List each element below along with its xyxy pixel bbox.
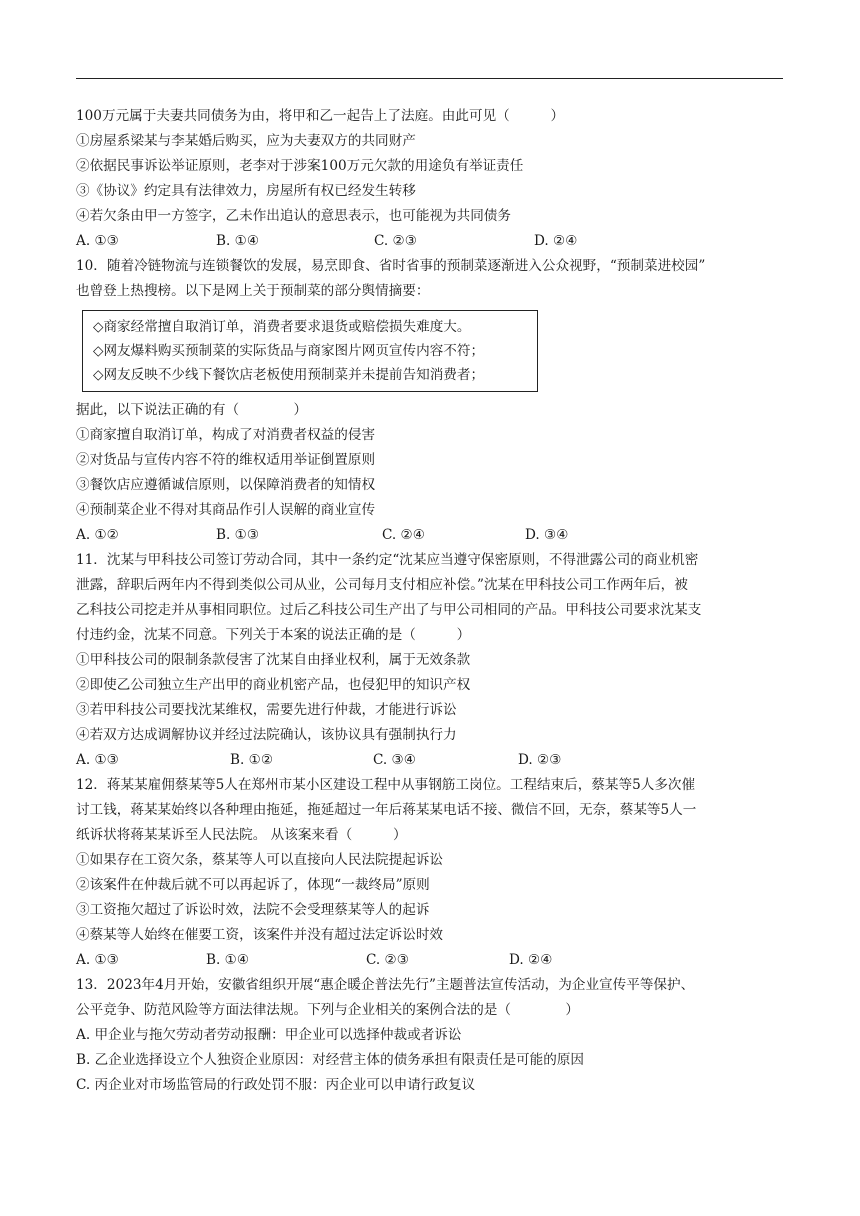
question-10-statement-4: ④预制菜企业不得对其商品作引人误解的商业宣传	[76, 502, 376, 518]
question-9-statement-4: ④若欠条由甲一方签字，乙未作出追认的意思表示，也可能视为共同债务	[76, 208, 511, 224]
question-12-stem-line: 纸诉状将蒋某某诉至人民法院。 从该案来看（ ）	[76, 827, 407, 843]
question-12-statement-4: ④蔡某等人始终在催要工资，该案件并没有超过法定诉讼时效	[76, 927, 444, 943]
question-11-stem-line: 泄露，辞职后两年内不得到类似公司从业，公司每月支付相应补偿。”沈某在甲科技公司工作两年后，被	[76, 577, 688, 593]
question-11-statement-2: ②即使乙公司独立生产出甲的商业机密产品，也侵犯甲的知识产权	[76, 677, 471, 693]
question-10	[76, 254, 788, 548]
question-11-stem-line: 乙科技公司挖走并从事相同职位。过后乙科技公司生产出了与甲公司相同的产品。甲科技公司要求沈某支	[76, 602, 702, 618]
question-9-statement-2: ②依据民事诉讼举证原则，老李对于涉案100万元欠款的用途负有举证责任	[76, 158, 524, 174]
option-a: A. ①③	[76, 752, 119, 768]
exam-page	[76, 104, 788, 1098]
question-11-statement-1: ①甲科技公司的限制条款侵害了沈某自由择业权利，属于无效条款	[76, 652, 471, 668]
question-12-options	[76, 948, 788, 973]
option-c: C. ③④	[373, 752, 416, 768]
question-12-stem-line: 12．蒋某某雇佣蔡某等5人在郑州市某小区建设工程中从事钢筋工岗位。工程结束后，蔡某等5人多次催	[76, 777, 696, 793]
question-10-prompt: 据此，以下说法正确的有（ ）	[76, 402, 308, 418]
question-11-statement-4: ④若双方达成调解协议并经过法院确认，该协议具有强制执行力	[76, 727, 457, 743]
question-12-statement-2: ②该案件在仲裁后就不可以再起诉了，体现“一裁终局”原则	[76, 877, 430, 893]
option-c: C. ②③	[366, 952, 409, 968]
question-9-statement-3: ③《协议》约定具有法律效力，房屋所有权已经发生转移	[76, 183, 416, 199]
option-a: A. ①③	[76, 233, 119, 249]
public-opinion-box	[82, 310, 538, 392]
option-c: C. ②④	[382, 527, 425, 543]
question-12-statement-3: ③工资拖欠超过了诉讼时效，法院不会受理蔡某等人的起诉	[76, 902, 430, 918]
question-11	[76, 548, 788, 773]
opinion-item: ◇网友爆料购买预制菜的实际货品与商家图片网页宣传内容不符；	[93, 343, 485, 359]
question-11-stem-line: 付违约金，沈某不同意。下列关于本案的说法正确的是（ ）	[76, 627, 471, 643]
question-13-option-a: A. 甲企业与拖欠劳动者劳动报酬：甲企业可以选择仲裁或者诉讼	[76, 1027, 462, 1043]
option-b: B. ①④	[216, 233, 260, 249]
question-12-stem-line: 讨工钱，蒋某某始终以各种理由拖延，拖延超过一年后蒋某某电话不接、微信不回，无奈，蔡某等5人一	[76, 802, 697, 818]
question-13-stem-line: 13．2023年4月开始，安徽省组织开展“惠企暖企普法先行”主题普法宣传活动，为企业宣传平等保护、	[76, 977, 695, 993]
option-a: A. ①②	[76, 527, 119, 543]
option-d: D. ③④	[525, 527, 569, 543]
question-12-statement-1: ①如果存在工资欠条，蔡某等人可以直接向人民法院提起诉讼	[76, 852, 444, 868]
question-11-statement-3: ③若甲科技公司要找沈某维权，需要先进行仲裁，才能进行诉讼	[76, 702, 457, 718]
question-10-stem-line-1: 10．随着冷链物流与连锁餐饮的发展，易烹即食、省时省事的预制菜逐渐进入公众视野，“预制菜进校园”	[76, 258, 706, 274]
option-d: D. ②③	[518, 752, 562, 768]
question-12	[76, 773, 788, 973]
question-10-statement-1: ①商家擅自取消订单，构成了对消费者权益的侵害	[76, 427, 376, 443]
question-13-option-b: B. 乙企业选择设立个人独资企业原因：对经营主体的债务承担有限责任是可能的原因	[76, 1052, 585, 1068]
question-13	[76, 973, 788, 1098]
question-13-stem-line: 公平竞争、防范风险等方面法律法规。下列与企业相关的案例合法的是（ ）	[76, 1002, 579, 1018]
header-rule	[76, 78, 783, 79]
question-9-statement-1: ①房屋系梁某与李某婚后购买，应为夫妻双方的共同财产	[76, 133, 416, 149]
question-10-options	[76, 523, 788, 548]
question-11-stem-line: 11．沈某与甲科技公司签订劳动合同，其中一条约定“沈某应当遵守保密原则，不得泄露公司的商业机密	[76, 552, 699, 568]
question-9-stem-tail: 100万元属于夫妻共同债务为由，将甲和乙一起告上了法庭。由此可见（ ）	[76, 108, 565, 124]
option-c: C. ②③	[374, 233, 417, 249]
question-9-options	[76, 229, 788, 254]
question-11-options	[76, 748, 788, 773]
option-a: A. ①③	[76, 952, 119, 968]
option-b: B. ①④	[206, 952, 250, 968]
question-10-statement-2: ②对货品与宣传内容不符的维权适用举证倒置原则	[76, 452, 376, 468]
option-d: D. ②④	[534, 233, 578, 249]
opinion-item: ◇商家经常擅自取消订单，消费者要求退货或赔偿损失难度大。	[93, 319, 471, 335]
question-10-stem-line-2: 也曾登上热搜榜。以下是网上关于预制菜的部分舆情摘要：	[76, 283, 430, 299]
question-13-option-c: C. 丙企业对市场监管局的行政处罚不服：丙企业可以申请行政复议	[76, 1077, 476, 1093]
opinion-item: ◇网友反映不少线下餐饮店老板使用预制菜并未提前告知消费者；	[93, 367, 485, 383]
question-9	[76, 104, 788, 254]
option-d: D. ②④	[509, 952, 553, 968]
question-10-statement-3: ③餐饮店应遵循诚信原则，以保障消费者的知情权	[76, 477, 376, 493]
option-b: B. ①②	[230, 752, 274, 768]
option-b: B. ①③	[216, 527, 260, 543]
